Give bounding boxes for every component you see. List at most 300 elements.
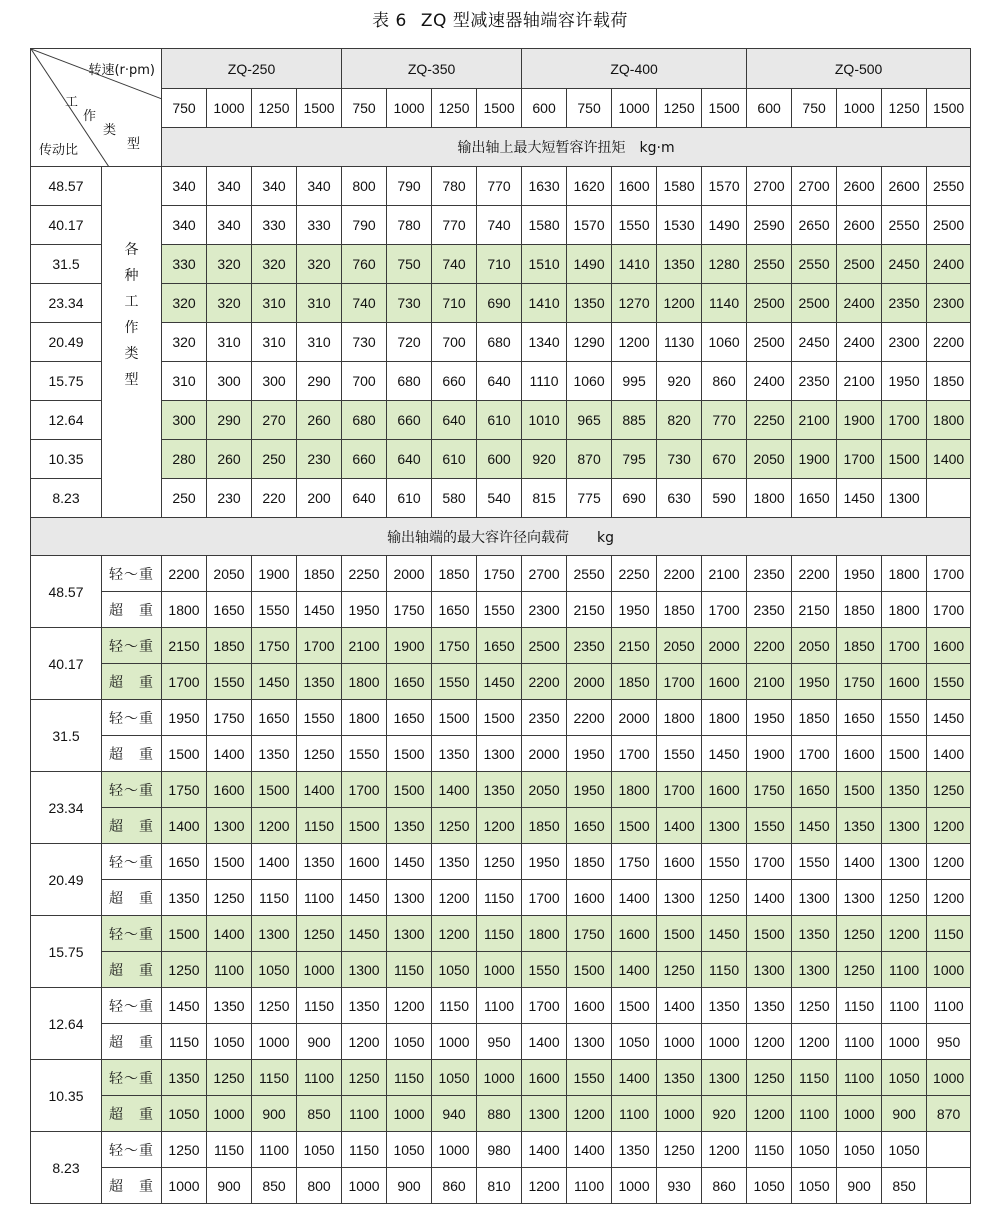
torque-value: 750 <box>387 245 432 284</box>
radial-value: 1350 <box>747 988 792 1024</box>
radial-value: 950 <box>477 1024 522 1060</box>
radial-value: 1000 <box>612 1168 657 1204</box>
torque-value: 2600 <box>837 167 882 206</box>
radial-value: 1700 <box>522 988 567 1024</box>
radial-value: 1400 <box>612 952 657 988</box>
radial-value: 1250 <box>837 952 882 988</box>
radial-value: 1050 <box>837 1132 882 1168</box>
radial-value: 2700 <box>522 556 567 592</box>
duty-heavy-label: 超 重 <box>102 592 162 628</box>
radial-value: 2000 <box>567 664 612 700</box>
radial-value: 1550 <box>882 700 927 736</box>
radial-value: 1400 <box>612 1060 657 1096</box>
radial-value: 1000 <box>432 1024 477 1060</box>
torque-value: 770 <box>477 167 522 206</box>
radial-value: 1300 <box>207 808 252 844</box>
radial-value: 1600 <box>702 664 747 700</box>
torque-value: 2250 <box>747 401 792 440</box>
torque-value: 780 <box>387 206 432 245</box>
radial-value: 1700 <box>792 736 837 772</box>
radial-value: 1700 <box>747 844 792 880</box>
torque-value: 815 <box>522 479 567 518</box>
radial-value: 1900 <box>387 628 432 664</box>
radial-value: 870 <box>927 1096 971 1132</box>
radial-value: 1700 <box>657 664 702 700</box>
radial-value: 850 <box>297 1096 342 1132</box>
radial-value: 1450 <box>342 916 387 952</box>
radial-value: 1700 <box>702 592 747 628</box>
table-row <box>31 479 971 518</box>
radial-value: 1400 <box>522 1132 567 1168</box>
torque-value: 1570 <box>702 167 747 206</box>
torque-value: 1140 <box>702 284 747 323</box>
duty-light-label: 轻～重 <box>102 1060 162 1096</box>
radial-value: 1950 <box>342 592 387 628</box>
torque-value: 1340 <box>522 323 567 362</box>
work-type-char: 作 <box>83 109 97 124</box>
speed-header: 1250 <box>882 89 927 128</box>
radial-value: 1000 <box>297 952 342 988</box>
torque-value: 340 <box>207 167 252 206</box>
torque-value: 2700 <box>792 167 837 206</box>
radial-value: 2050 <box>792 628 837 664</box>
radial-value: 1600 <box>567 988 612 1024</box>
torque-value: 870 <box>567 440 612 479</box>
radial-value: 1000 <box>702 1024 747 1060</box>
table-row <box>31 128 971 167</box>
radial-value: 1650 <box>432 592 477 628</box>
radial-value: 1700 <box>882 628 927 664</box>
radial-value: 1250 <box>747 1060 792 1096</box>
work-type-char: 类 <box>103 123 117 138</box>
torque-value: 540 <box>477 479 522 518</box>
radial-value: 1000 <box>162 1168 207 1204</box>
torque-value: 710 <box>477 245 522 284</box>
torque-value: 250 <box>252 440 297 479</box>
radial-value: 1200 <box>567 1096 612 1132</box>
torque-value: 290 <box>207 401 252 440</box>
table-row <box>31 808 971 844</box>
radial-value: 1500 <box>432 700 477 736</box>
radial-value: 1850 <box>837 628 882 664</box>
radial-value: 1550 <box>522 952 567 988</box>
torque-value: 2600 <box>837 206 882 245</box>
radial-value: 2000 <box>702 628 747 664</box>
radial-value: 1400 <box>657 988 702 1024</box>
radial-value: 1100 <box>207 952 252 988</box>
radial-value: 1900 <box>747 736 792 772</box>
radial-value: 1450 <box>702 916 747 952</box>
table-row <box>31 1060 971 1096</box>
radial-value: 1800 <box>882 556 927 592</box>
table-row <box>31 284 971 323</box>
torque-value: 2590 <box>747 206 792 245</box>
ratio-cell: 31.5 <box>31 245 102 284</box>
table-row <box>31 167 971 206</box>
radial-value: 1200 <box>927 844 971 880</box>
duty-heavy-label: 超 重 <box>102 1024 162 1060</box>
radial-value: 1150 <box>477 880 522 916</box>
radial-value: 2250 <box>612 556 657 592</box>
radial-value: 1500 <box>387 736 432 772</box>
radial-value: 1750 <box>432 628 477 664</box>
ratio-cell: 12.64 <box>31 401 102 440</box>
radial-value: 900 <box>837 1168 882 1204</box>
ratio-cell: 48.57 <box>31 556 102 628</box>
radial-value: 1800 <box>162 592 207 628</box>
torque-value: 2650 <box>792 206 837 245</box>
radial-value: 1600 <box>837 736 882 772</box>
speed-header: 1250 <box>252 89 297 128</box>
speed-header: 750 <box>792 89 837 128</box>
radial-value: 1250 <box>657 952 702 988</box>
torque-value: 790 <box>387 167 432 206</box>
radial-value: 1800 <box>882 592 927 628</box>
table-row <box>31 844 971 880</box>
radial-value: 2200 <box>567 700 612 736</box>
torque-value: 230 <box>207 479 252 518</box>
radial-value: 1050 <box>432 952 477 988</box>
table-row <box>31 556 971 592</box>
duty-light-label: 轻～重 <box>102 772 162 808</box>
radial-value: 1350 <box>252 736 297 772</box>
radial-value: 1850 <box>567 844 612 880</box>
ratio-cell: 8.23 <box>31 1132 102 1204</box>
work-type-cell <box>102 167 162 518</box>
radial-value: 1850 <box>837 592 882 628</box>
torque-value: 2100 <box>792 401 837 440</box>
ratio-cell: 40.17 <box>31 206 102 245</box>
torque-value: 610 <box>432 440 477 479</box>
table-row <box>31 440 971 479</box>
torque-value: 310 <box>297 284 342 323</box>
radial-value: 900 <box>297 1024 342 1060</box>
speed-header: 600 <box>522 89 567 128</box>
radial-value: 1450 <box>477 664 522 700</box>
radial-value: 1150 <box>747 1132 792 1168</box>
radial-value: 2000 <box>612 700 657 736</box>
radial-value: 1250 <box>297 916 342 952</box>
torque-value: 1060 <box>567 362 612 401</box>
torque-value: 2500 <box>747 323 792 362</box>
radial-value: 1500 <box>162 736 207 772</box>
torque-value: 690 <box>612 479 657 518</box>
duty-heavy-label: 超 重 <box>102 1168 162 1204</box>
duty-heavy-label: 超 重 <box>102 880 162 916</box>
speed-header: 1500 <box>927 89 971 128</box>
torque-value: 2700 <box>747 167 792 206</box>
radial-value: 1500 <box>387 772 432 808</box>
radial-value: 1250 <box>702 880 747 916</box>
torque-value: 640 <box>432 401 477 440</box>
radial-value: 1000 <box>477 1060 522 1096</box>
radial-value: 1400 <box>252 844 297 880</box>
table-row <box>31 89 971 128</box>
torque-value: 680 <box>342 401 387 440</box>
radial-value: 900 <box>252 1096 297 1132</box>
radial-value: 1150 <box>387 952 432 988</box>
model-header: ZQ-400 <box>522 49 747 89</box>
radial-value: 880 <box>477 1096 522 1132</box>
radial-value: 1150 <box>387 1060 432 1096</box>
torque-value: 790 <box>342 206 387 245</box>
torque-value: 1450 <box>837 479 882 518</box>
radial-value: 1450 <box>387 844 432 880</box>
torque-value: 1270 <box>612 284 657 323</box>
duty-heavy-label: 超 重 <box>102 1096 162 1132</box>
torque-value: 740 <box>342 284 387 323</box>
torque-value: 1900 <box>837 401 882 440</box>
torque-value: 340 <box>252 167 297 206</box>
torque-value: 1010 <box>522 401 567 440</box>
radial-value: 1500 <box>252 772 297 808</box>
radial-value: 1950 <box>792 664 837 700</box>
radial-value: 1400 <box>207 736 252 772</box>
radial-value: 1850 <box>657 592 702 628</box>
radial-value: 920 <box>702 1096 747 1132</box>
radial-value: 1750 <box>387 592 432 628</box>
table-row <box>31 206 971 245</box>
duty-heavy-label: 超 重 <box>102 808 162 844</box>
radial-value: 1600 <box>522 1060 567 1096</box>
torque-value: 300 <box>162 401 207 440</box>
radial-value: 1500 <box>837 772 882 808</box>
speed-header: 1000 <box>387 89 432 128</box>
radial-value: 1050 <box>162 1096 207 1132</box>
radial-value: 1350 <box>432 736 477 772</box>
table-row <box>31 1096 971 1132</box>
torque-value: 610 <box>477 401 522 440</box>
table-title <box>0 8 1000 34</box>
radial-value: 1350 <box>162 1060 207 1096</box>
ratio-cell: 12.64 <box>31 988 102 1060</box>
radial-value: 1250 <box>207 1060 252 1096</box>
torque-value: 2500 <box>747 284 792 323</box>
radial-value: 1350 <box>297 664 342 700</box>
radial-value: 1050 <box>387 1132 432 1168</box>
torque-value: 320 <box>297 245 342 284</box>
radial-value: 1100 <box>882 952 927 988</box>
radial-value: 1300 <box>747 952 792 988</box>
duty-light-label: 轻～重 <box>102 700 162 736</box>
radial-value: 1350 <box>657 1060 702 1096</box>
radial-value: 1550 <box>567 1060 612 1096</box>
torque-value: 1500 <box>882 440 927 479</box>
torque-value: 310 <box>297 323 342 362</box>
torque-value: 1350 <box>567 284 612 323</box>
radial-value: 930 <box>657 1168 702 1204</box>
radial-value: 1150 <box>432 988 477 1024</box>
radial-value: 900 <box>387 1168 432 1204</box>
radial-value: 1450 <box>927 700 971 736</box>
radial-value: 1350 <box>477 772 522 808</box>
radial-value: 1850 <box>792 700 837 736</box>
radial-value: 1050 <box>297 1132 342 1168</box>
torque-value: 720 <box>387 323 432 362</box>
torque-value: 250 <box>162 479 207 518</box>
radial-value: 1500 <box>612 808 657 844</box>
torque-value: 630 <box>657 479 702 518</box>
torque-value: 1550 <box>612 206 657 245</box>
torque-value: 600 <box>477 440 522 479</box>
radial-value: 1200 <box>432 880 477 916</box>
radial-value: 1550 <box>252 592 297 628</box>
radial-value: 1000 <box>432 1132 477 1168</box>
radial-value: 2200 <box>657 556 702 592</box>
table-row <box>31 518 971 556</box>
duty-heavy-label: 超 重 <box>102 952 162 988</box>
radial-value: 1400 <box>432 772 477 808</box>
torque-value: 820 <box>657 401 702 440</box>
radial-value: 1050 <box>792 1132 837 1168</box>
radial-value: 1000 <box>927 952 971 988</box>
table-row <box>31 401 971 440</box>
radial-value: 2200 <box>747 628 792 664</box>
ratio-cell: 15.75 <box>31 362 102 401</box>
speed-header: 1250 <box>657 89 702 128</box>
radial-value: 1650 <box>792 772 837 808</box>
radial-value: 1300 <box>792 880 837 916</box>
radial-value: 1000 <box>882 1024 927 1060</box>
torque-value: 920 <box>522 440 567 479</box>
radial-value: 1200 <box>927 880 971 916</box>
torque-value: 340 <box>162 167 207 206</box>
torque-value: 640 <box>477 362 522 401</box>
radial-value: 1500 <box>162 916 207 952</box>
work-type-char: 型 <box>127 137 141 152</box>
radial-value: 1850 <box>522 808 567 844</box>
torque-value: 1700 <box>837 440 882 479</box>
radial-value: 2150 <box>792 592 837 628</box>
radial-value: 1200 <box>342 1024 387 1060</box>
radial-value: 1250 <box>252 988 297 1024</box>
radial-value: 1600 <box>927 628 971 664</box>
radial-value: 2100 <box>747 664 792 700</box>
radial-value: 1650 <box>387 664 432 700</box>
torque-value: 320 <box>252 245 297 284</box>
speed-header: 1500 <box>297 89 342 128</box>
torque-value: 2500 <box>837 245 882 284</box>
radial-value: 2150 <box>567 592 612 628</box>
torque-value: 860 <box>702 362 747 401</box>
torque-value: 1630 <box>522 167 567 206</box>
torque-value: 965 <box>567 401 612 440</box>
radial-value: 1700 <box>342 772 387 808</box>
radial-value: 1100 <box>567 1168 612 1204</box>
torque-value: 770 <box>702 401 747 440</box>
radial-value: 2350 <box>522 700 567 736</box>
radial-value: 1800 <box>342 700 387 736</box>
radial-value: 1700 <box>162 664 207 700</box>
radial-value: 1000 <box>252 1024 297 1060</box>
radial-value: 1200 <box>927 808 971 844</box>
torque-value: 780 <box>432 167 477 206</box>
radial-value: 1500 <box>207 844 252 880</box>
ratio-cell: 15.75 <box>31 916 102 988</box>
table-row <box>31 772 971 808</box>
torque-value: 1600 <box>612 167 657 206</box>
radial-value: 1100 <box>252 1132 297 1168</box>
radial-value: 1050 <box>207 1024 252 1060</box>
table-row <box>31 952 971 988</box>
table-row <box>31 1132 971 1168</box>
table-row <box>31 49 971 89</box>
torque-value: 2450 <box>882 245 927 284</box>
torque-value: 340 <box>162 206 207 245</box>
torque-value: 290 <box>297 362 342 401</box>
radial-section-title: 输出轴端的最大容许径向载荷 kg <box>31 518 971 556</box>
torque-value: 760 <box>342 245 387 284</box>
torque-value: 2100 <box>837 362 882 401</box>
torque-value: 2450 <box>792 323 837 362</box>
torque-value: 1490 <box>702 206 747 245</box>
radial-value: 1200 <box>747 1024 792 1060</box>
torque-value: 2400 <box>747 362 792 401</box>
radial-value: 2150 <box>612 628 657 664</box>
ratio-cell: 20.49 <box>31 844 102 916</box>
torque-value: 660 <box>387 401 432 440</box>
radial-value: 1250 <box>432 808 477 844</box>
speed-header: 1500 <box>477 89 522 128</box>
radial-value: 1950 <box>567 736 612 772</box>
radial-value: 1250 <box>162 952 207 988</box>
torque-value: 330 <box>252 206 297 245</box>
radial-value: 1650 <box>162 844 207 880</box>
radial-value: 1950 <box>567 772 612 808</box>
torque-value: 340 <box>207 206 252 245</box>
radial-value: 1150 <box>162 1024 207 1060</box>
radial-value: 980 <box>477 1132 522 1168</box>
torque-value: 740 <box>432 245 477 284</box>
torque-value: 1850 <box>927 362 971 401</box>
radial-value: 1450 <box>342 880 387 916</box>
radial-value: 2200 <box>162 556 207 592</box>
radial-value: 1700 <box>927 592 971 628</box>
radial-value: 1050 <box>432 1060 477 1096</box>
torque-value: 1280 <box>702 245 747 284</box>
radial-value: 1150 <box>252 1060 297 1096</box>
radial-value: 2150 <box>162 628 207 664</box>
speed-header: 1000 <box>837 89 882 128</box>
table-row <box>31 700 971 736</box>
radial-value: 1300 <box>702 1060 747 1096</box>
radial-value: 1300 <box>702 808 747 844</box>
radial-value: 1250 <box>927 772 971 808</box>
radial-value: 1100 <box>297 1060 342 1096</box>
radial-value: 1750 <box>207 700 252 736</box>
radial-value: 1100 <box>927 988 971 1024</box>
radial-value: 1250 <box>882 880 927 916</box>
torque-value: 2350 <box>882 284 927 323</box>
radial-value: 1600 <box>342 844 387 880</box>
speed-header: 600 <box>747 89 792 128</box>
speed-header: 1250 <box>432 89 477 128</box>
table-row <box>31 1168 971 1204</box>
radial-value: 1750 <box>477 556 522 592</box>
radial-value: 1700 <box>657 772 702 808</box>
radial-value: 1100 <box>882 988 927 1024</box>
radial-value: 1100 <box>792 1096 837 1132</box>
torque-value: 1130 <box>657 323 702 362</box>
radial-value: 1950 <box>522 844 567 880</box>
radial-value: 1600 <box>207 772 252 808</box>
radial-value: 1050 <box>747 1168 792 1204</box>
radial-value: 1100 <box>837 1060 882 1096</box>
radial-value: 1200 <box>882 916 927 952</box>
radial-value: 1300 <box>837 880 882 916</box>
radial-value: 1350 <box>207 988 252 1024</box>
radial-value: 2050 <box>207 556 252 592</box>
